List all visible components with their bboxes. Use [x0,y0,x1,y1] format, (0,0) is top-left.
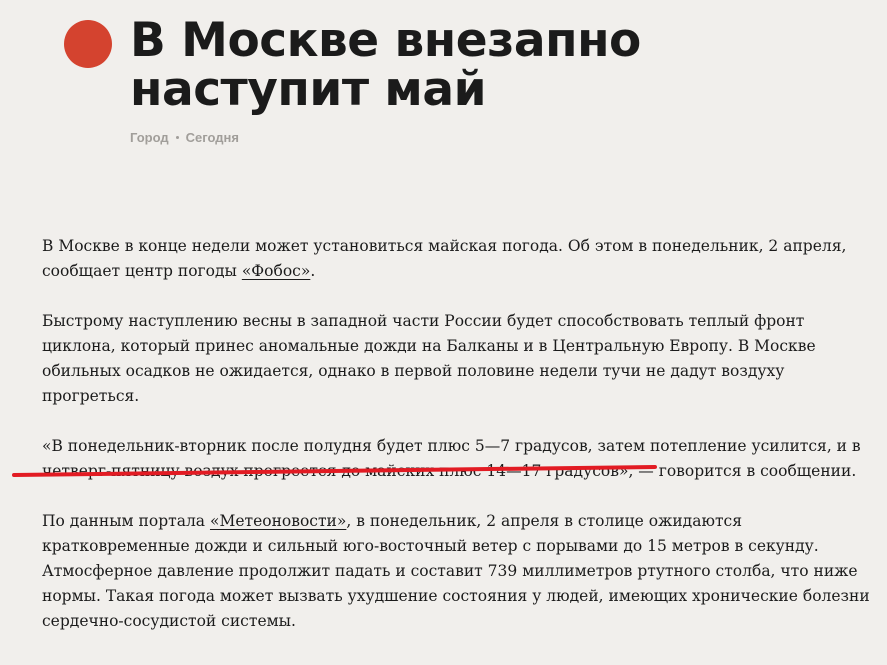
quote-text: «В понедельник-вторник после полудня будет плюс 5—7 градусов, затем потепление усилится, и в четверг-пятницу воздух прогреется до майских плюс 14—17 градусов» [42,437,861,480]
page-title: В Москве внезапно наступит май [130,13,641,117]
article-body [42,234,874,659]
paragraph-3-quote [42,434,874,484]
site-logo[interactable] [64,20,112,68]
category-link[interactable]: Город [130,130,169,145]
paragraph-1-end: . [310,262,316,280]
paragraph-4 [42,509,874,634]
fobos-link[interactable]: «Фобос» [241,262,311,280]
paragraph-2: Быстрому наступлению весны в западной части России будет способствовать теплый фронт циклона, который принес аномальные дожди на Балканы и в Центральную Европу. В Москве обильных осадков не ожидается, однако в первой половине недели тучи не дадут воздуху прогреться. [42,312,816,405]
paragraph-1-text: В Москве в конце недели может установиться майская погода. Об этом в понедельник, 2 апреля, сообщает центр погоды [42,237,847,280]
paragraph-4-start: По данным портала [42,512,210,530]
quote-attribution: , — говорится в сообщении. [628,462,857,480]
paragraph-4-text: , в понедельник, 2 апреля в столице ожидаются кратковременные дожди и сильный юго-восточный ветер с порывами до 15 метров в секунду. Атмосферное давление продолжит падать и составит 739 миллиметров ртутного столба, что ниже нормы. Такая погода может вызвать ухудшение состояния у людей, имеющих хронические болезни сердечно-сосудистой системы. [42,512,870,630]
meteonovosti-link[interactable]: «Метеоновости» [209,512,347,530]
meta-separator-dot [176,136,179,139]
publish-date: Сегодня [185,130,239,145]
article-meta [130,130,239,145]
paragraph-1 [42,234,874,284]
